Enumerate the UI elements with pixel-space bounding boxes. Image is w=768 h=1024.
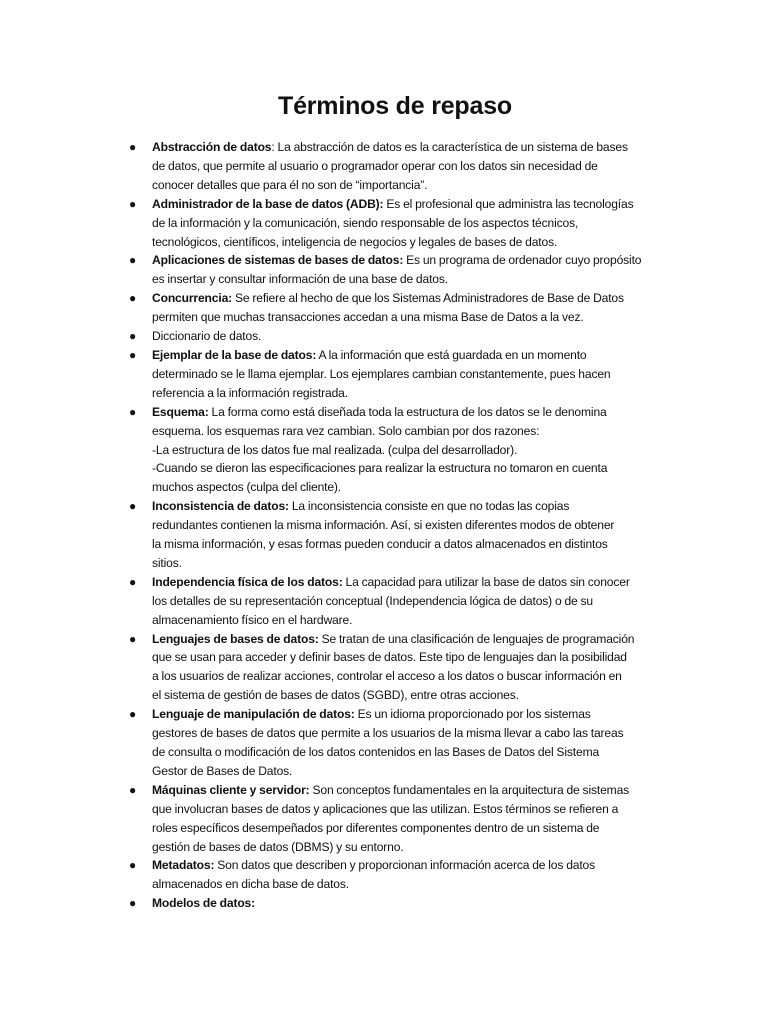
term-definition-line: de la información y la comunicación, siendo responsable de los aspectos técnicos, — [152, 215, 579, 230]
term-definition-line: sitios. — [152, 555, 182, 570]
term-item — [0, 289, 672, 327]
term-definition-line: tecnológicos, científicos, inteligencia de negocios y legales de bases de datos. — [152, 234, 558, 249]
term-definition-line: que se usan para acceder y definir bases de datos. Este tipo de lenguajes dan la posibilidad — [152, 650, 627, 665]
term-definition-start: Es un idioma proporcionado por los sistemas — [354, 707, 591, 722]
term-item — [0, 403, 672, 498]
term-definition-line: almacenados en dicha base de datos. — [152, 877, 349, 892]
term-name: Lenguaje de manipulación de datos: — [152, 707, 355, 722]
term-first-line — [152, 251, 672, 270]
term-item — [0, 327, 672, 346]
term-name: Abstracción de datos — [152, 140, 272, 154]
term-definition-line: a los usuarios de realizar acciones, controlar el acceso a los datos o buscar información en — [152, 669, 622, 684]
term-first-line — [152, 138, 672, 157]
term-definition-line: la misma información, y esas formas pueden conducir a datos almacenados en distintos — [152, 537, 608, 552]
term-name: Inconsistencia de datos: — [152, 499, 289, 514]
term-definition-start: Es un programa de ordenador cuyo propósito — [403, 253, 642, 268]
term-first-line — [152, 289, 672, 308]
term-name: Lenguajes de bases de datos: — [152, 631, 319, 646]
bullet-icon: ● — [129, 140, 137, 154]
term-name: Metadatos: — [152, 858, 215, 873]
bullet-icon: ● — [129, 896, 137, 911]
term-name: Modelos de datos: — [152, 896, 256, 911]
term-definition-start: La capacidad para utilizar la base de datos sin conocer — [342, 574, 630, 589]
term-first-line — [152, 781, 672, 800]
term-definition-line: roles específicos desempeñados por diferentes componentes dentro de un sistema de — [152, 820, 600, 835]
term-first-line — [152, 195, 672, 214]
term-item — [0, 497, 672, 573]
term-definition-line: referencia a la información registrada. — [152, 385, 348, 400]
term-definition-start: Diccionario de datos. — [152, 329, 262, 344]
term-first-line — [152, 856, 672, 875]
term-definition-line: Gestor de Bases de Datos. — [152, 763, 293, 778]
term-definition-line: determinado se le llama ejemplar. Los ejemplares cambian constantemente, pues hacen — [152, 366, 611, 381]
term-name: Aplicaciones de sistemas de bases de datos: — [152, 253, 404, 268]
term-item — [0, 573, 672, 630]
term-definition-line: es insertar y consultar información de una base de datos. — [152, 272, 448, 287]
term-definition-line: esquema. los esquemas rara vez cambian. Solo cambian por dos razones: — [152, 423, 540, 438]
bullet-icon: ● — [129, 631, 137, 646]
bullet-icon: ● — [129, 707, 137, 722]
term-definition-line: conocer detalles que para él no son de “importancia”. — [152, 177, 428, 192]
term-item — [0, 894, 672, 913]
term-name: Independencia física de los datos: — [152, 574, 343, 589]
term-definition-line: de datos, que permite al usuario o programador operar con los datos sin necesidad de — [152, 158, 598, 173]
term-definition-line: almacenamiento físico en el hardware. — [152, 612, 353, 627]
term-definition-start: Se tratan de una clasificación de lenguajes de programación — [318, 631, 635, 646]
term-definition-start: Son conceptos fundamentales en la arquitectura de sistemas — [309, 782, 630, 797]
term-definition-line: el sistema de gestión de bases de datos (SGBD), entre otras acciones. — [152, 688, 519, 703]
term-definition-start: A la información que está guardada en un momento — [316, 347, 587, 362]
bullet-icon: ● — [129, 574, 137, 589]
term-name: Concurrencia: — [152, 291, 233, 306]
term-item — [0, 781, 672, 857]
page-title: Términos de repaso — [278, 92, 512, 120]
term-definition-line: gestores de bases de datos que permite a los usuarios de la misma llevar a cabo las tareas — [152, 726, 624, 741]
term-item — [0, 251, 672, 289]
term-item — [0, 856, 672, 894]
term-definition-line: redundantes contienen la misma información. Así, si existen diferentes modos de obtener — [152, 518, 615, 533]
bullet-icon: ● — [129, 291, 137, 306]
term-first-line — [152, 497, 672, 516]
bullet-icon: ● — [129, 253, 137, 268]
term-definition-line: -Cuando se dieron las especificaciones para realizar la estructura no tomaron en cuenta — [152, 461, 608, 476]
term-first-line — [152, 403, 672, 422]
term-first-line — [152, 346, 672, 365]
term-definition-start: La inconsistencia consiste en que no todas las copias — [288, 499, 570, 514]
term-item — [0, 346, 672, 403]
term-definition-start: La forma como está diseñada toda la estructura de los datos se le denomina — [208, 404, 607, 419]
term-name: Esquema: — [152, 404, 209, 419]
term-first-line — [152, 705, 672, 724]
term-definition-line: -La estructura de los datos fue mal realizada. (culpa del desarrollador). — [152, 442, 518, 457]
term-item — [0, 195, 672, 252]
term-definition-line: de consulta o modificación de los datos contenidos en las Bases de Datos del Sistema — [152, 745, 600, 759]
term-definition-start: Se refiere al hecho de que los Sistemas Administradores de Base de Datos — [232, 291, 624, 306]
bullet-icon: ● — [129, 858, 137, 873]
bullet-icon: ● — [129, 404, 137, 419]
term-definition-line: muchos aspectos (culpa del cliente). — [152, 480, 342, 495]
term-first-line — [152, 573, 672, 592]
term-first-line — [152, 327, 672, 346]
bullet-icon: ● — [129, 499, 137, 514]
term-item — [0, 138, 672, 195]
term-definition-line: permiten que muchas transacciones accedan a una misma Base de Datos a la vez. — [152, 310, 584, 325]
term-first-line — [152, 630, 672, 649]
term-definition-start: Es el profesional que administra las tecnologías — [383, 196, 634, 211]
term-first-line — [152, 894, 672, 913]
bullet-icon: ● — [129, 347, 137, 362]
term-name: Máquinas cliente y servidor: — [152, 782, 310, 797]
bullet-icon: ● — [129, 782, 137, 797]
term-item — [0, 705, 672, 781]
term-name: Ejemplar de la base de datos: — [152, 347, 317, 362]
term-item — [0, 630, 672, 706]
bullet-icon: ● — [129, 329, 137, 344]
term-definition-start: Son datos que describen y proporcionan información acerca de los datos — [214, 858, 596, 873]
term-definition-line: los detalles de su representación conceptual (Independencia lógica de datos) o de su — [152, 593, 593, 608]
term-name: Administrador de la base de datos (ADB): — [152, 196, 384, 211]
terms-list — [0, 138, 768, 913]
term-definition-line: gestión de bases de datos (DBMS) y su entorno. — [152, 839, 404, 854]
bullet-icon: ● — [129, 196, 137, 211]
term-definition-start: : La abstracción de datos es la característica de un sistema de bases — [271, 140, 628, 154]
term-definition-line: que involucran bases de datos y aplicaciones que las utilizan. Estos términos se refieren a — [152, 801, 619, 816]
